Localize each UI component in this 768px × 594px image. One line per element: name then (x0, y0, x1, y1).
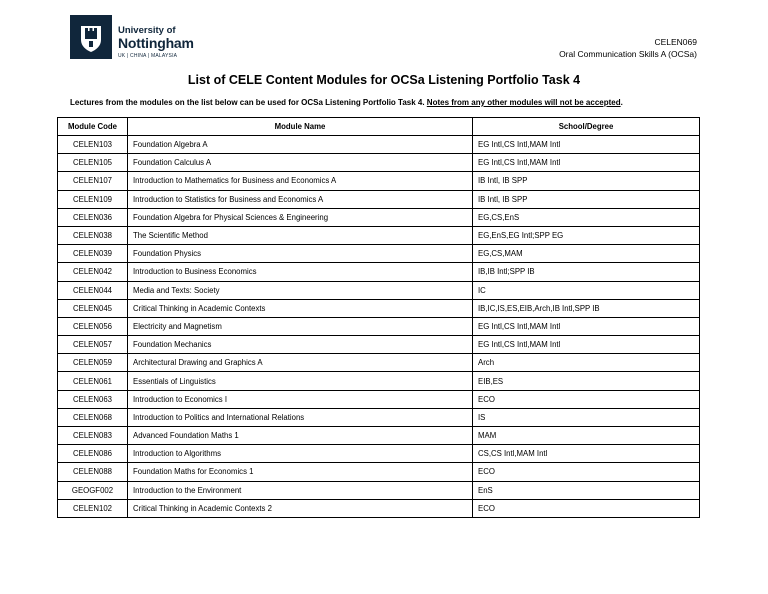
module-name-cell: Architectural Drawing and Graphics A (128, 354, 473, 372)
intro-text: Lectures from the modules on the list below can be used for OCSa Listening Portfolio Task 4. (70, 98, 427, 107)
school-degree-cell: MAM (473, 427, 700, 445)
module-code-cell: CELEN086 (58, 445, 128, 463)
table-row (58, 172, 700, 190)
column-header: Module Code (58, 118, 128, 136)
module-name-cell: Introduction to Politics and International Relations (128, 408, 473, 426)
module-code-cell: CELEN042 (58, 263, 128, 281)
module-name-cell: Foundation Algebra A (128, 136, 473, 154)
school-degree-cell: EG,CS,MAM (473, 245, 700, 263)
school-degree-cell: EnS (473, 481, 700, 499)
module-name-cell: The Scientific Method (128, 226, 473, 244)
school-degree-cell: IB Intl, IB SPP (473, 172, 700, 190)
table-row (58, 336, 700, 354)
module-name-cell: Foundation Algebra for Physical Sciences & Engineering (128, 208, 473, 226)
university-crest-icon (70, 15, 112, 59)
school-degree-cell: IS (473, 408, 700, 426)
intro-warning: Notes from any other modules will not be accepted (426, 98, 621, 107)
module-name-cell: Introduction to Mathematics for Business and Economics A (128, 172, 473, 190)
module-code-cell: CELEN059 (58, 354, 128, 372)
module-name-cell: Introduction to the Environment (128, 481, 473, 499)
table-row (58, 299, 700, 317)
module-code-cell: CELEN038 (58, 226, 128, 244)
module-name-cell: Foundation Calculus A (128, 154, 473, 172)
school-degree-cell: IC (473, 281, 700, 299)
table-row (58, 154, 700, 172)
modules-table (57, 117, 700, 518)
logo-line-2: Nottingham (118, 35, 194, 51)
school-degree-cell: EG Intl,CS Intl,MAM Intl (473, 317, 700, 335)
school-degree-cell: EG Intl,CS Intl,MAM Intl (473, 136, 700, 154)
module-name-cell: Introduction to Algorithms (128, 445, 473, 463)
table-row (58, 463, 700, 481)
school-degree-cell: CS,CS Intl,MAM Intl (473, 445, 700, 463)
module-code-cell: CELEN105 (58, 154, 128, 172)
module-code-cell: CELEN083 (58, 427, 128, 445)
module-name-cell: Critical Thinking in Academic Contexts (128, 299, 473, 317)
intro-paragraph (70, 98, 623, 107)
module-name-cell: Critical Thinking in Academic Contexts 2 (128, 499, 473, 517)
table-row (58, 354, 700, 372)
module-code-cell: CELEN045 (58, 299, 128, 317)
school-degree-cell: Arch (473, 354, 700, 372)
table-row (58, 372, 700, 390)
school-degree-cell: EIB,ES (473, 372, 700, 390)
module-name-cell: Foundation Mechanics (128, 336, 473, 354)
module-name-cell: Essentials of Linguistics (128, 372, 473, 390)
course-name: Oral Communication Skills A (OCSa) (559, 49, 697, 59)
module-name-cell: Introduction to Business Economics (128, 263, 473, 281)
module-code-cell: CELEN068 (58, 408, 128, 426)
module-code-cell: CELEN103 (58, 136, 128, 154)
module-code-cell: CELEN044 (58, 281, 128, 299)
table-row (58, 190, 700, 208)
table-row (58, 408, 700, 426)
column-header: Module Name (128, 118, 473, 136)
table-row (58, 136, 700, 154)
school-degree-cell: EG,EnS,EG Intl;SPP EG (473, 226, 700, 244)
table-header-row (58, 118, 700, 136)
document-title: List of CELE Content Modules for OCSa Listening Portfolio Task 4 (187, 73, 581, 87)
module-code-cell: CELEN057 (58, 336, 128, 354)
logo-line-1: University of (118, 25, 176, 36)
module-name-cell: Foundation Physics (128, 245, 473, 263)
module-code-cell: CELEN088 (58, 463, 128, 481)
school-degree-cell: IB,IB Intl;SPP IB (473, 263, 700, 281)
school-degree-cell: ECO (473, 390, 700, 408)
table-row (58, 281, 700, 299)
table-row (58, 226, 700, 244)
module-code-cell: CELEN107 (58, 172, 128, 190)
school-degree-cell: EG Intl,CS Intl,MAM Intl (473, 154, 700, 172)
table-row (58, 445, 700, 463)
module-name-cell: Media and Texts: Society (128, 281, 473, 299)
table-row (58, 481, 700, 499)
school-degree-cell: IB,IC,IS,ES,EIB,Arch,IB Intl,SPP IB (473, 299, 700, 317)
module-name-cell: Electricity and Magnetism (128, 317, 473, 335)
module-name-cell: Advanced Foundation Maths 1 (128, 427, 473, 445)
module-code-cell: CELEN056 (58, 317, 128, 335)
school-degree-cell: ECO (473, 463, 700, 481)
table-row (58, 390, 700, 408)
table-row (58, 208, 700, 226)
module-code-cell: CELEN061 (58, 372, 128, 390)
module-name-cell: Introduction to Statistics for Business and Economics A (128, 190, 473, 208)
school-degree-cell: EG Intl,CS Intl,MAM Intl (473, 336, 700, 354)
table-row (58, 245, 700, 263)
school-degree-cell: EG,CS,EnS (473, 208, 700, 226)
module-code-cell: CELEN063 (58, 390, 128, 408)
course-code: CELEN069 (654, 37, 697, 47)
table-row (58, 317, 700, 335)
table-row (58, 427, 700, 445)
table-row (58, 263, 700, 281)
module-code-cell: CELEN039 (58, 245, 128, 263)
module-code-cell: GEOGF002 (58, 481, 128, 499)
intro-end: . (620, 98, 623, 107)
module-code-cell: CELEN036 (58, 208, 128, 226)
module-code-cell: CELEN109 (58, 190, 128, 208)
table-row (58, 499, 700, 517)
module-name-cell: Introduction to Economics I (128, 390, 473, 408)
column-header: School/Degree (473, 118, 700, 136)
school-degree-cell: IB Intl, IB SPP (473, 190, 700, 208)
school-degree-cell: ECO (473, 499, 700, 517)
university-logo (70, 15, 194, 61)
logo-line-3: UK | CHINA | MALAYSIA (118, 53, 178, 59)
module-code-cell: CELEN102 (58, 499, 128, 517)
module-name-cell: Foundation Maths for Economics 1 (128, 463, 473, 481)
